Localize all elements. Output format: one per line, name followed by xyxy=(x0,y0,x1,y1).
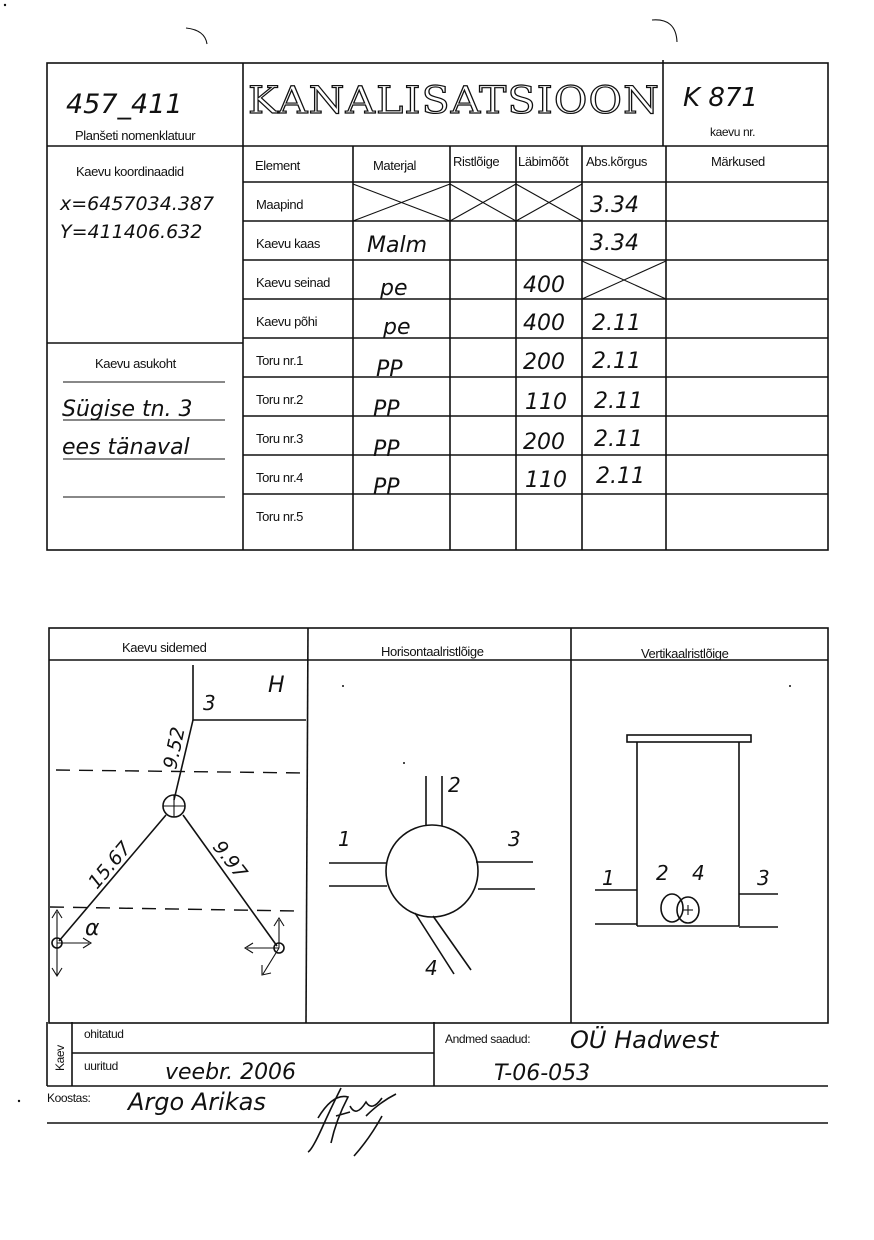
row-material: Malm xyxy=(367,233,428,258)
author-label: Koostas: xyxy=(47,1091,91,1105)
table-row xyxy=(256,509,303,524)
signature xyxy=(308,1088,396,1156)
row-element: Toru nr.3 xyxy=(256,431,303,446)
pipe-3-label: 3 xyxy=(757,866,770,890)
table-row xyxy=(256,311,641,340)
coords-label: Kaevu koordinaadid xyxy=(76,164,184,179)
horizontal-section-sketch xyxy=(329,773,535,980)
well-cover xyxy=(627,735,751,742)
row-elevation: 2.11 xyxy=(596,464,645,489)
pipe-1-label: 1 xyxy=(338,827,351,851)
tie-distance-left: 15.67 xyxy=(83,837,136,894)
vertical-section-label: Vertikaalristlõige xyxy=(641,646,729,661)
source-value: OÜ Hadwest xyxy=(570,1026,719,1054)
row-diameter: 110 xyxy=(525,468,567,493)
row-elevation: 2.11 xyxy=(594,389,643,414)
checked-label: ohitatud xyxy=(84,1027,124,1041)
ties-label: Kaevu sidemed xyxy=(122,640,207,655)
row-material: pe xyxy=(383,315,411,340)
row-element: Kaevu seinad xyxy=(256,275,330,290)
table-row xyxy=(256,273,565,301)
source-reference: T-06-053 xyxy=(494,1061,591,1086)
row-diameter: 110 xyxy=(525,390,567,415)
pipe-3-label: 3 xyxy=(508,827,521,851)
col-header-material: Materjal xyxy=(373,158,417,173)
surveyed-value: veebr. 2006 xyxy=(165,1060,297,1085)
punch-mark-left xyxy=(186,28,207,44)
row-elevation: 2.11 xyxy=(592,311,641,336)
row-elevation: 3.34 xyxy=(590,193,639,218)
row-diameter: 200 xyxy=(523,350,565,375)
pipe-4-label: 4 xyxy=(425,956,438,980)
row-material: PP xyxy=(373,437,400,462)
punch-mark-right xyxy=(652,20,677,42)
well-number-label: kaevu nr. xyxy=(710,125,756,139)
footer-side-label: Kaev xyxy=(53,1045,67,1071)
table-header xyxy=(255,154,765,173)
pipe-4-label: 4 xyxy=(692,861,705,885)
vertical-section-sketch xyxy=(595,735,778,927)
row-element: Toru nr.5 xyxy=(256,509,303,524)
row-element: Kaevu põhi xyxy=(256,314,318,329)
pipe-2-label: 2 xyxy=(656,861,669,885)
horizontal-section-label: Horisontaalristlõige xyxy=(381,644,484,659)
col-header-element: Element xyxy=(255,158,300,173)
pipe-2-label: 2 xyxy=(448,773,461,797)
location-line-2: ees tänaval xyxy=(62,435,190,460)
row-material: PP xyxy=(376,357,403,382)
well-number-value: K 871 xyxy=(683,83,758,113)
nomenclature-label: Planšeti nomenklatuur xyxy=(75,128,196,143)
pipe-1-label: 1 xyxy=(602,866,615,890)
col-header-notes: Märkused xyxy=(711,154,765,169)
col-header-section: Ristlõige xyxy=(453,154,500,169)
row-element: Toru nr.4 xyxy=(256,470,303,485)
coord-y-value: Y=411406.632 xyxy=(60,221,203,243)
location-line-1: Sügise tn. 3 xyxy=(62,397,193,422)
location-label: Kaevu asukoht xyxy=(95,356,176,371)
row-elevation: 3.34 xyxy=(590,231,639,256)
source-label: Andmed saadud: xyxy=(445,1032,531,1046)
author-value: Argo Arikas xyxy=(128,1088,266,1116)
col-header-diameter: Läbimõõt xyxy=(518,154,569,169)
col-header-elevation: Abs.kõrgus xyxy=(586,154,648,169)
row-elevation: 2.11 xyxy=(592,349,641,374)
angle-mark: α xyxy=(85,916,100,941)
row-material: pe xyxy=(380,276,408,301)
row-element: Toru nr.1 xyxy=(256,353,303,368)
row-diameter: 200 xyxy=(523,430,565,455)
row-element: Toru nr.2 xyxy=(256,392,303,407)
tie-distance-right: 9.97 xyxy=(208,836,252,884)
well-circle xyxy=(386,825,478,917)
row-element: Maapind xyxy=(256,197,304,212)
tie-distance-top: 9.52 xyxy=(159,725,190,772)
row-material: PP xyxy=(373,397,400,422)
coord-x-value: x=6457034.387 xyxy=(60,193,215,215)
surveyed-label: uuritud xyxy=(84,1059,118,1073)
ties-sketch xyxy=(50,665,306,976)
nomenclature-value: 457_411 xyxy=(66,89,183,120)
row-material: PP xyxy=(373,475,400,500)
row-element: Kaevu kaas xyxy=(256,236,320,251)
row-diameter: 400 xyxy=(523,273,565,298)
building-letter: H xyxy=(268,673,285,698)
row-diameter: 400 xyxy=(523,311,565,336)
building-number: 3 xyxy=(203,691,216,715)
page-title: KANALISATSIOON xyxy=(248,79,660,122)
row-elevation: 2.11 xyxy=(594,427,643,452)
